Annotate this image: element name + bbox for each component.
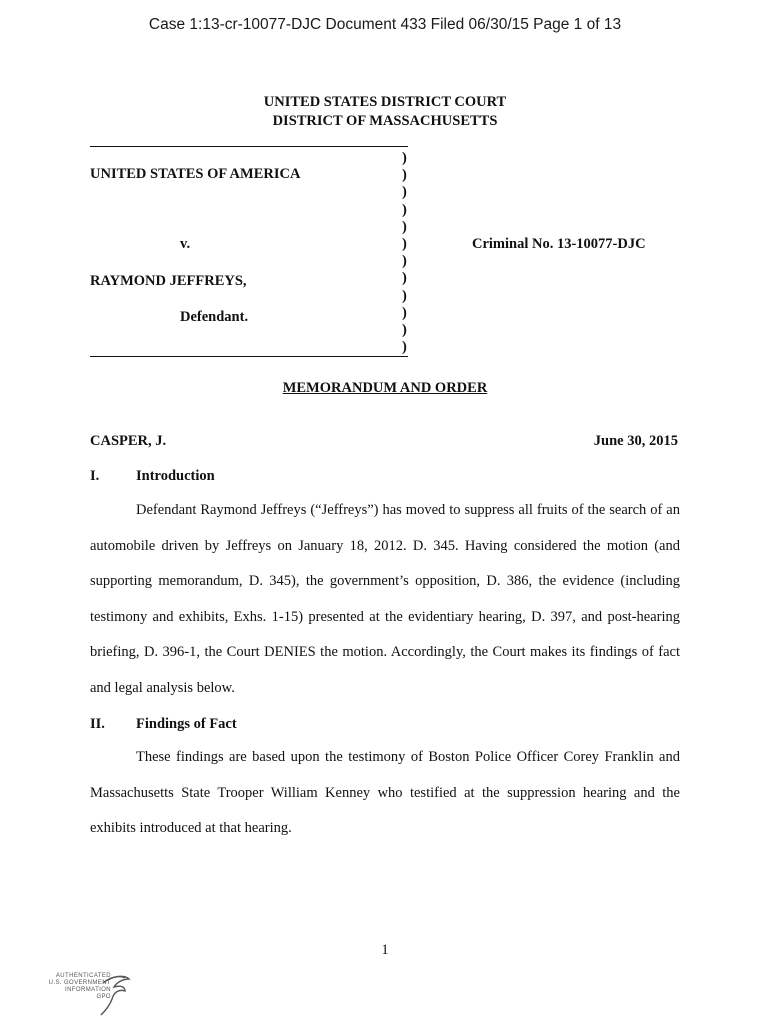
court-district: DISTRICT OF MASSACHUSETTS [272, 113, 498, 129]
judge-name: CASPER, J. [90, 433, 167, 449]
document-title: MEMORANDUM AND ORDER [282, 380, 488, 396]
section-title-facts: Findings of Fact [136, 716, 237, 732]
caption-paren: ) [402, 184, 407, 201]
caption-paren: ) [402, 270, 407, 287]
caption-top-rule [90, 146, 408, 147]
versus-label: v. [180, 236, 191, 252]
caption-paren: ) [402, 218, 407, 235]
facts-paragraph: These findings are based upon the testimony of Boston Police Officer Corey Franklin and Massachusetts State Trooper William Kenney who testified at the suppression hearing and the exhibits introduced at that hearing. [90, 749, 680, 837]
caption-paren-column [402, 150, 422, 356]
caption-paren: ) [402, 287, 407, 304]
caption-paren: ) [402, 253, 407, 270]
page-number: 1 [381, 942, 389, 958]
plaintiff-name: UNITED STATES OF AMERICA [90, 166, 301, 182]
defendant-name: RAYMOND JEFFREYS, [90, 273, 247, 289]
seal-line: AUTHENTICATED [55, 973, 111, 979]
caption-bottom-rule [90, 356, 408, 357]
section-number-facts: II. [90, 716, 105, 732]
order-date: June 30, 2015 [593, 433, 678, 449]
court-name: UNITED STATES DISTRICT COURT [263, 94, 507, 110]
caption-paren: ) [402, 321, 407, 338]
section-title-intro: Introduction [136, 468, 215, 484]
seal-line: GPO [96, 994, 111, 1000]
caption-paren: ) [402, 235, 407, 252]
caption-paren: ) [402, 201, 407, 218]
section-number-intro: I. [90, 468, 100, 484]
seal-line: INFORMATION [65, 987, 111, 993]
caption-paren: ) [402, 167, 407, 184]
caption-paren: ) [402, 304, 407, 321]
seal-line: U.S. GOVERNMENT [48, 980, 111, 986]
defendant-role: Defendant. [180, 309, 249, 325]
eagle-icon [99, 973, 133, 1017]
filing-header: Case 1:13-cr-10077-DJC Document 433 Filed 06/30/15 Page 1 of 13 [148, 16, 622, 33]
caption-paren: ) [402, 339, 407, 356]
case-number: Criminal No. 13-10077-DJC [472, 236, 646, 252]
caption-paren: ) [402, 150, 407, 166]
gpo-authentication-seal [33, 973, 133, 1017]
intro-paragraph: Defendant Raymond Jeffreys (“Jeffreys”) has moved to suppress all fruits of the search of an automobile driven by Jeffreys on January 18, 2012. D. 345. Having considered the motion (and supporting memorandum, D. 345), the government’s opposition, D. 386, the evidence (including testimony and exhibits, Exhs. 1-15) presented at the evidentiary hearing, D. 397, and post-hearing briefing, D. 396-1, the Court DENIES the motion. Accordingly, the Court makes its findings of fact and legal analysis below. [90, 502, 680, 696]
